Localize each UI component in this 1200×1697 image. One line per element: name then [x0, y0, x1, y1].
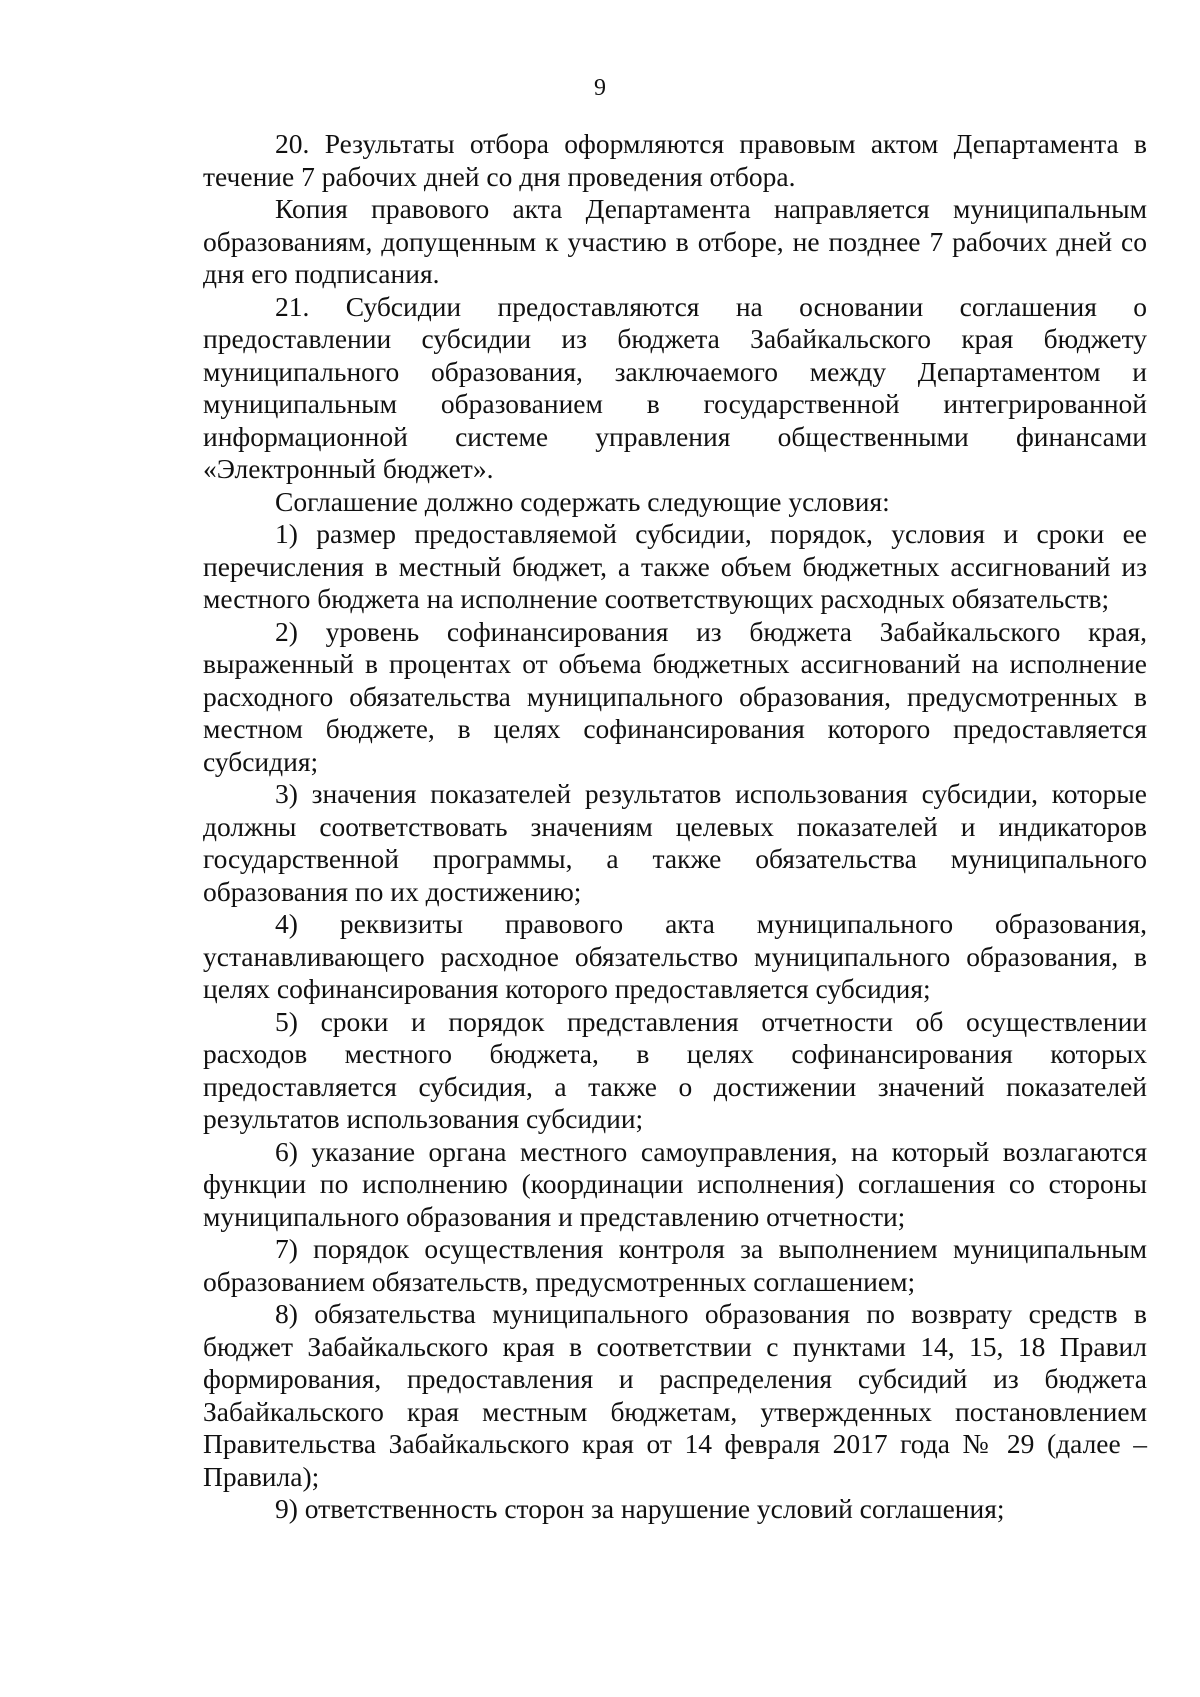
list-item-6: 6) указание органа местного самоуправления, на который возлагаются функции по исполнению (координации исполнения) соглашения со стороны муниципального образования и представлению отчетности; — [203, 1135, 1147, 1232]
list-item-1: 1) размер предоставляемой субсидии, порядок, условия и сроки ее перечисления в местный бюджет, а также объем бюджетных ассигнований из местного бюджета на исполнение соответствующих расходных обязательств; — [203, 518, 1147, 614]
page-number: 9 — [594, 75, 606, 101]
paragraph-20-results: 20. Результаты отбора оформляются правовым актом Департамента в течение 7 рабочих дней со дня проведения отбора. — [203, 128, 1147, 192]
paragraph-21-agreement: 21. Субсидии предоставляются на основании соглашения о предоставлении субсидии из бюджета Забайкальского края бюджету муниципального образования, заключаемого между Департаментом и муниципальным образованием в государственной интегрированной информационной системе управления общественными финансами «Электронный бюджет». — [203, 290, 1147, 484]
list-item-4: 4) реквизиты правового акта муниципального образования, устанавливающего расходное обязательство муниципального образования, в целях софинансирования которого предоставляется субсидия; — [203, 908, 1147, 1004]
document-body — [203, 128, 1147, 1526]
list-item-2: 2) уровень софинансирования из бюджета Забайкальского края, выраженный в процентах от объема бюджетных ассигнований на исполнение расходного обязательства муниципального образования, предусмотренных в местном бюджете, в целях софинансирования которого предоставляется субсидия; — [203, 615, 1147, 777]
list-item-5: 5) сроки и порядок представления отчетности об осуществлении расходов местного бюджета, в целях софинансирования которых предоставляется субсидия, а также о достижении значений показателей результатов использования субсидии; — [203, 1005, 1147, 1134]
paragraph-agreement-conditions: Соглашение должно содержать следующие условия: — [275, 485, 890, 517]
list-item-9: 9) ответственность сторон за нарушение условий соглашения; — [275, 1493, 1005, 1524]
paragraph-act-copy: Копия правового акта Департамента направляется муниципальным образованиям, допущенным к участию в отборе, не позднее 7 рабочих дней со дня его подписания. — [203, 193, 1147, 289]
list-item-7: 7) порядок осуществления контроля за выполнением муниципальным образованием обязательств, предусмотренных соглашением; — [203, 1233, 1147, 1297]
list-item-3: 3) значения показателей результатов использования субсидии, которые должны соответствовать значениям целевых показателей и индикаторов государственной программы, а также обязательства муниципального образования по их достижению; — [203, 778, 1147, 907]
list-item-8: 8) обязательства муниципального образования по возврату средств в бюджет Забайкальского края в соответствии с пунктами 14, 15, 18 Правил формирования, предоставления и распределения субсидий из бюджета Забайкальского края местным бюджетам, утвержденных постановлением Правительства Забайкальского края от 14 февраля 2017 года № 29 (далее – Правила); — [203, 1298, 1147, 1492]
